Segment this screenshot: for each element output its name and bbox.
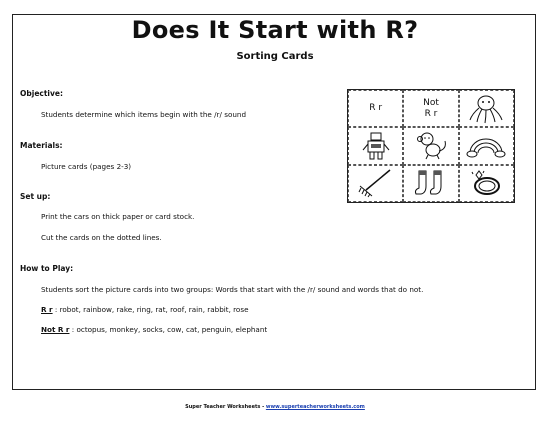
footer-text: Super Teacher Worksheets - — [185, 404, 266, 410]
socks-icon — [411, 168, 451, 198]
card-r — [348, 90, 403, 127]
objective-text: Students determine which items begin with the /r/ sound — [41, 110, 247, 119]
not-r-separator: : — [69, 325, 77, 334]
card-monkey — [403, 127, 458, 164]
how-to-play-text: Students sort the picture cards into two groups: Words that start with the /r/ sound and words that do not. — [41, 285, 424, 294]
not-r-words: octopus, monkey, socks, cow, cat, penguin, elephant — [76, 325, 268, 334]
setup-line-2: Cut the cards on the dotted lines. — [41, 233, 162, 242]
card-not-r-line-1: Not — [423, 97, 439, 108]
card-socks — [403, 165, 458, 202]
r-word-list — [41, 305, 249, 314]
footer — [0, 404, 550, 410]
octopus-icon — [466, 94, 506, 124]
page-title: Does It Start with R? — [131, 16, 419, 44]
card-ring — [459, 165, 514, 202]
sorting-cards-grid — [347, 89, 515, 203]
how-to-play-heading: How to Play: — [20, 264, 74, 273]
not-r-label: Not R r — [41, 325, 70, 334]
monkey-icon — [411, 131, 451, 161]
materials-text: Picture cards (pages 2-3) — [41, 162, 132, 171]
setup-line-1: Print the cars on thick paper or card stock. — [41, 212, 195, 221]
card-not-r — [403, 90, 458, 127]
r-words: robot, rainbow, rake, ring, rat, roof, rain, rabbit, rose — [59, 305, 249, 314]
objective-heading: Objective: — [20, 89, 63, 98]
not-r-word-list — [41, 325, 267, 334]
card-rainbow — [459, 127, 514, 164]
card-not-r-label — [423, 98, 439, 120]
page-subtitle: Sorting Cards — [236, 51, 314, 62]
robot-icon — [356, 131, 396, 161]
card-robot — [348, 127, 403, 164]
card-r-label: R r — [369, 103, 383, 114]
rake-icon — [356, 168, 396, 198]
rainbow-icon — [466, 131, 506, 161]
ring-icon — [466, 168, 506, 198]
r-separator: : — [52, 305, 60, 314]
r-label: R r — [41, 305, 53, 314]
footer-link[interactable]: www.superteacherworksheets.com — [265, 404, 365, 410]
card-rake — [348, 165, 403, 202]
card-octopus — [459, 90, 514, 127]
card-not-r-line-2: R r — [424, 108, 438, 119]
materials-heading: Materials: — [20, 141, 63, 150]
setup-heading: Set up: — [20, 192, 51, 201]
